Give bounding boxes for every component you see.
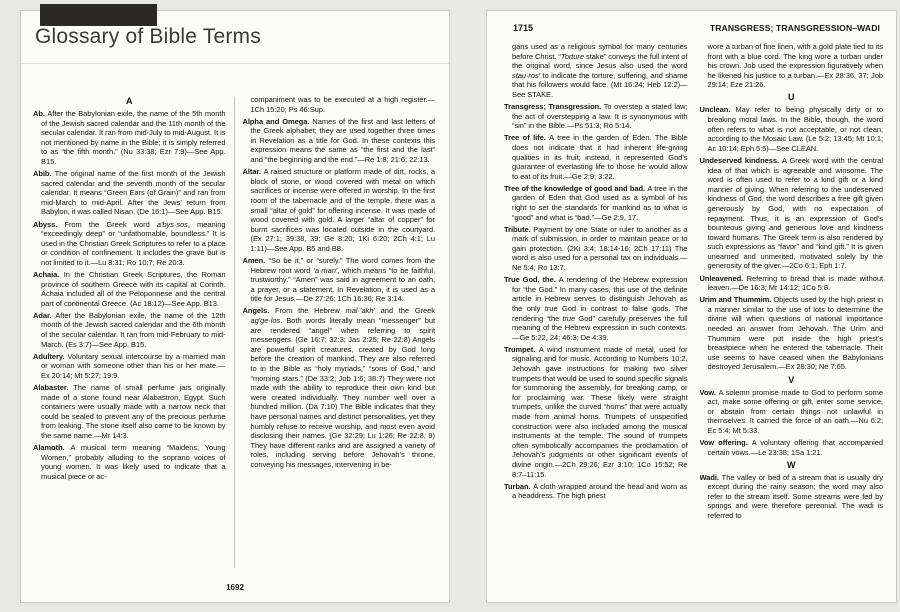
glossary-entry: Turban. A cloth wrapped around the head and worn as a headdress. The high priest	[504, 481, 688, 501]
entry-term: Unleavened.	[699, 273, 747, 283]
glossary-entry: True God, the. A rendering of the Hebrew expression for “the God.” In many cases, this use of the definite article in Hebrew serves to distinguish Jehovah as the only true God in contrast to false gods. The rendering “the true God” carefully preserves the full meaning of the Hebrew expression in such contexts.—Ge 5:22, 24; 46:3; De 4:39.	[504, 275, 688, 342]
entry-term: Alpha and Omega.	[242, 116, 313, 126]
glossary-entry: Abyss. From the Greek word a′bys·sos, meaning “exceedingly deep” or “unfathomable, boundless.” It is used in the Christian Greek Scriptures to refer to a place or condition of confinement. It includes the grave but is not limited to it.—Lu 8:31; Ro 10:7; Re 20:3.	[33, 219, 226, 267]
section-heading: V	[788, 374, 795, 385]
glossary-entry: Wadi. The valley or bed of a stream that is usually dry except during the rainy season; the word may also refer to the stream itself. Some streams were fed by springs and were therefore perennial. The wadi is referred to	[699, 472, 883, 521]
entry-term: Adultery.	[33, 351, 68, 361]
entry-term: Achaia.	[33, 270, 64, 279]
left-page-text-block	[33, 95, 435, 572]
glossary-entry: Tree of the knowledge of good and bad. A tree in the garden of Eden that God used as a symbol of his right to set the standards for mankind as to what is “good” and what is “bad.”—Ge 2:9, 17.	[504, 183, 688, 222]
right-page-text-block	[504, 42, 883, 590]
entry-term: Transgress; Transgression.	[504, 102, 604, 112]
section-heading: W	[787, 459, 796, 470]
left-page-column-2	[243, 95, 436, 572]
entry-continuation: wore a turban of fine linen, with a gold plate tied to its front with a blue cord. The king wore a turban under his crown. Job used the expression figuratively when he likened his justice to a turban.—Ex 28:36, 37; Job 29:14; Eze 21:26.	[707, 42, 883, 90]
entry-term: True God, the.	[504, 275, 559, 285]
right-page-column-1	[504, 42, 688, 590]
glossary-entry: Tribute. Payment by one State or ruler to another as a mark of submission, in order to maintain peace or to gain protection. (2Ki 3:4; 18:14-16; 2Ch 17:11) The word is also used for a personal tax on individuals.—Ne 5:4; Ro 13:7.	[504, 224, 688, 273]
entry-term: Abyss.	[33, 219, 65, 229]
glossary-entry: Adultery. Voluntary sexual intercourse by a married man or woman with someone other than his or her mate.—Ex 20:14; Mt 5:27; 19:9.	[33, 351, 226, 380]
glossary-entry: Amen. “So be it,” or “surely.” The word comes from the Hebrew root word ’a·man′, which means “to be faithful, trustworthy.” “Amen” was said in agreement to an oath, a prayer, or a statement. In Revelation, it is used as a title for Jesus.—De 27:26; 1Ch 16:36; Re 3:14.	[242, 256, 435, 304]
column-divider	[234, 97, 235, 568]
right-page-column-2	[700, 42, 884, 590]
entry-term: Trumpet.	[504, 344, 539, 354]
entry-term: Tribute.	[504, 224, 534, 234]
entry-term: Wadi.	[699, 472, 722, 482]
section-heading: U	[788, 92, 795, 103]
entry-term: Adar.	[33, 310, 56, 320]
glossary-entry: Angels. From the Hebrew mal·’akh′ and the Greek ag′ge·los. Both words literally mean “messenger” but are rendered “angel” when referring to spirit messengers. (Ge 16:7; 32:3; Jas 2:25; Re 22:8) Angels are powerful spirit creatures, created by God long before the creation of mankind. They are also referred to in the Bible as “holy myriads,” “sons of God,” and “morning stars.” (De 33:2; Job 1:6; 38:7) They were not made with the ability to reproduce their own kind but were created individually. They number well over a hundred million. (Da 7:10) The Bible indicates that they have personal names and distinct personalities, yet they humbly refuse to receive worship, and most even avoid disclosing their names. (Ge 32:29; Lu 1:26; Re 22:8, 9) They have different ranks and are assigned a variety of roles, including serving before Jehovah’s throne, conveying his messages, intervening in be-	[242, 306, 435, 469]
glossary-entry: Altar. A raised structure or platform made of dirt, rocks, a block of stone, or wood covered with metal on which sacrifices or incense were offered in worship. In the first room of the tabernacle and of the temple, there was a small “altar of gold” for offering incense. It was made of wood covered with gold. A larger “altar of copper” for burnt sacrifices was located outside in the courtyard. (Ex 27:1; 39:38, 39; Ge 8:20; 1Ki 6:20; 2Ch 4:1; Lu 1:11)—See App. B5 and B8.	[242, 167, 435, 253]
section-tab	[40, 4, 157, 26]
entry-term: Abib.	[33, 169, 55, 179]
entry-term: Amen.	[242, 256, 269, 265]
page-number-left: 1692	[226, 583, 244, 592]
left-page-column-1	[33, 95, 226, 572]
glossary-entry: Undeserved kindness. A Greek word with the central idea of that which is agreeable and winsome. The word is often used to refer to a kind gift or a kind manner of giving. When referring to the undeserved kindness of God, the word describes a free gift given generously by God, with no expectation of repayment. Thus, it is an expression of God’s bounteous giving and generous love and kindness toward humans. The Greek term is also rendered by such expressions as “favor” and “kind gift.” It is given unearned and unmerited, motivated solely by the generosity of the giver.—2Co 6:1; Eph 1:7.	[699, 155, 883, 271]
glossary-entry: Adar. After the Babylonian exile, the name of the 12th month of the Jewish sacred calendar and the 6th month of the secular calendar. It ran from mid-February to mid-March. (Es 3:7)—See App. B15.	[33, 310, 226, 349]
running-header	[513, 23, 880, 33]
glossary-entry: Unleavened. Referring to bread that is made without leaven.—De 16:3; Mr 14:12; 1Co 5:8.	[699, 273, 883, 293]
page-left	[20, 10, 450, 603]
glossary-entry: Ab. After the Babylonian exile, the name of the 5th month of the Jewish sacred calendar and the 11th month of the secular calendar. It ran from mid-July to mid-August. It is not mentioned by name in the Bible; it is simply referred to as “the fifth month.” (Nu 33:38; Ezr 7:9)—See App. B15.	[33, 109, 226, 166]
entry-term: Tree of life.	[504, 133, 550, 143]
entry-term: Ab.	[33, 109, 48, 118]
page-right	[486, 10, 897, 603]
glossary-entry: Tree of life. A tree in the garden of Eden. The Bible does not indicate that it had inherent life-giving qualities in its fruit; instead, it represented God’s guarantee of everlasting life to those he would allow to eat of its fruit.—Ge 2:9; 3:22.	[504, 133, 688, 181]
running-head-title: TRANSGRESS; TRANSGRESSION–WADI	[709, 23, 880, 33]
entry-continuation: companiment was to be executed at a high register.—1Ch 15:20; Ps 46:Sup.	[250, 95, 435, 114]
entry-term: Undeserved kindness.	[699, 155, 782, 165]
entry-term: Unclean.	[699, 105, 736, 115]
entry-term: Turban.	[504, 481, 534, 491]
glossary-entry: Transgress; Transgression. To overstep a stated law; the act of overstepping a law. It is synonymous with “sin” in the Bible.—Ps 51:3; Ro 5:14.	[504, 102, 688, 131]
glossary-entry: Urim and Thummim. Objects used by the high priest in a manner similar to the use of lots to determine the divine will when questions of national importance needed an answer from Jehovah. The Urim and Thummim were put inside the high priest’s breastpiece when he entered the tabernacle. Their use seems to have ceased when the Babylonians destroyed Jerusalem.—Ex 28:30; Ne 7:65.	[699, 295, 883, 372]
glossary-entry: Alamoth. A musical term meaning “Maidens; Young Women,” probably alluding to the soprano voices of young women. It was likely used to indicate that a musical piece or ac-	[33, 443, 226, 481]
glossary-entry: Vow offering. A voluntary offering that accompanied certain vows.—Le 23:38; 1Sa 1:21.	[699, 437, 883, 457]
title-divider	[21, 63, 449, 64]
entry-term: Vow.	[699, 387, 719, 397]
glossary-entry: Alpha and Omega. Names of the first and last letters of the Greek alphabet; they are used together three times in Revelation as a title for God. In these contexts this expression means the same as “the first and the last” and “the beginning and the end.”—Re 1:8; 21:6; 22:13.	[242, 116, 435, 165]
glossary-entry: Vow. A solemn promise made to God to perform some act, make some offering or gift, enter some service, or abstain from certain things not unlawful in themselves. It carried the force of an oath.—Nu 6:2; Ec 5:4; Mt 5:33.	[699, 387, 883, 435]
entry-term: Alabaster.	[33, 383, 74, 393]
glossary-entry: Achaia. In the Christian Greek Scriptures, the Roman province of southern Greece with its capital at Corinth. Achaia included all of the Peloponnese and the central part of continental Greece. (Ac 18:12)—See App. B13.	[33, 270, 226, 308]
glossary-entry: Trumpet. A wind instrument made of metal, used for signaling and for music. According to Numbers 10:2, Jehovah gave instructions for making two silver trumpets that would be used to sound specific signals for summoning the assembly, for breaking camp, or for proclaiming war. These likely were straight trumpets, unlike the curved “horns” that were actually made from animal horns. Trumpets of unspecified construction were also included among the musical instruments at the temple. The sound of trumpets often symbolically accompanies the proclamation of Jehovah’s judgments or other significant events of divine origin.—2Ch 29:26; Ezr 3:10; 1Co 15:52; Re 8:7–11:15.	[504, 344, 688, 479]
glossary-entry: Abib. The original name of the first month of the Jewish sacred calendar and the seventh month of the secular calendar. It means “Green Ears (of Grain)” and ran from mid-March to mid-April. After the Jews’ return from Babylon, it was called Nisan. (De 16:1)—See App. B15.	[33, 169, 226, 217]
entry-continuation: gans used as a religious symbol for many centuries before Christ. “Torture stake” conveys the full intent of the original word, since Jesus also used the word stau·ros′ to indicate the torture, suffering, and shame that his followers would face. (Mt 16:24; Heb 12:2)—See STAKE.	[512, 42, 688, 99]
entry-term: Angels.	[242, 306, 276, 316]
entry-term: Altar.	[242, 167, 264, 177]
entry-term: Vow offering.	[699, 437, 752, 447]
entry-term: Tree of the knowledge of good and bad.	[504, 183, 648, 193]
page-number-right: 1715	[513, 23, 534, 33]
glossary-entry: Unclean. May refer to being physically dirty or to breaking moral laws. In the Bible, though, the word often refers to what is not acceptable, or not clean, according to the Mosaic Law. (Le 5:2; 13:45; Mt 10:1; Ac 10:14; Eph 5:5)—See CLEAN.	[699, 105, 883, 153]
section-heading: A	[126, 96, 133, 106]
entry-term: Alamoth.	[33, 443, 71, 453]
page-title: Glossary of Bible Terms	[35, 25, 261, 48]
entry-term: Urim and Thummim.	[699, 295, 774, 305]
glossary-entry: Alabaster. The name of small perfume jars originally made of a stone found near Alabastron, Egypt. Such containers were usually made with a narrow neck that could be sealed to prevent any of the precious perfume from leaking. The stone itself also came to be known by the same name.—Mr 14:3.	[33, 383, 226, 440]
